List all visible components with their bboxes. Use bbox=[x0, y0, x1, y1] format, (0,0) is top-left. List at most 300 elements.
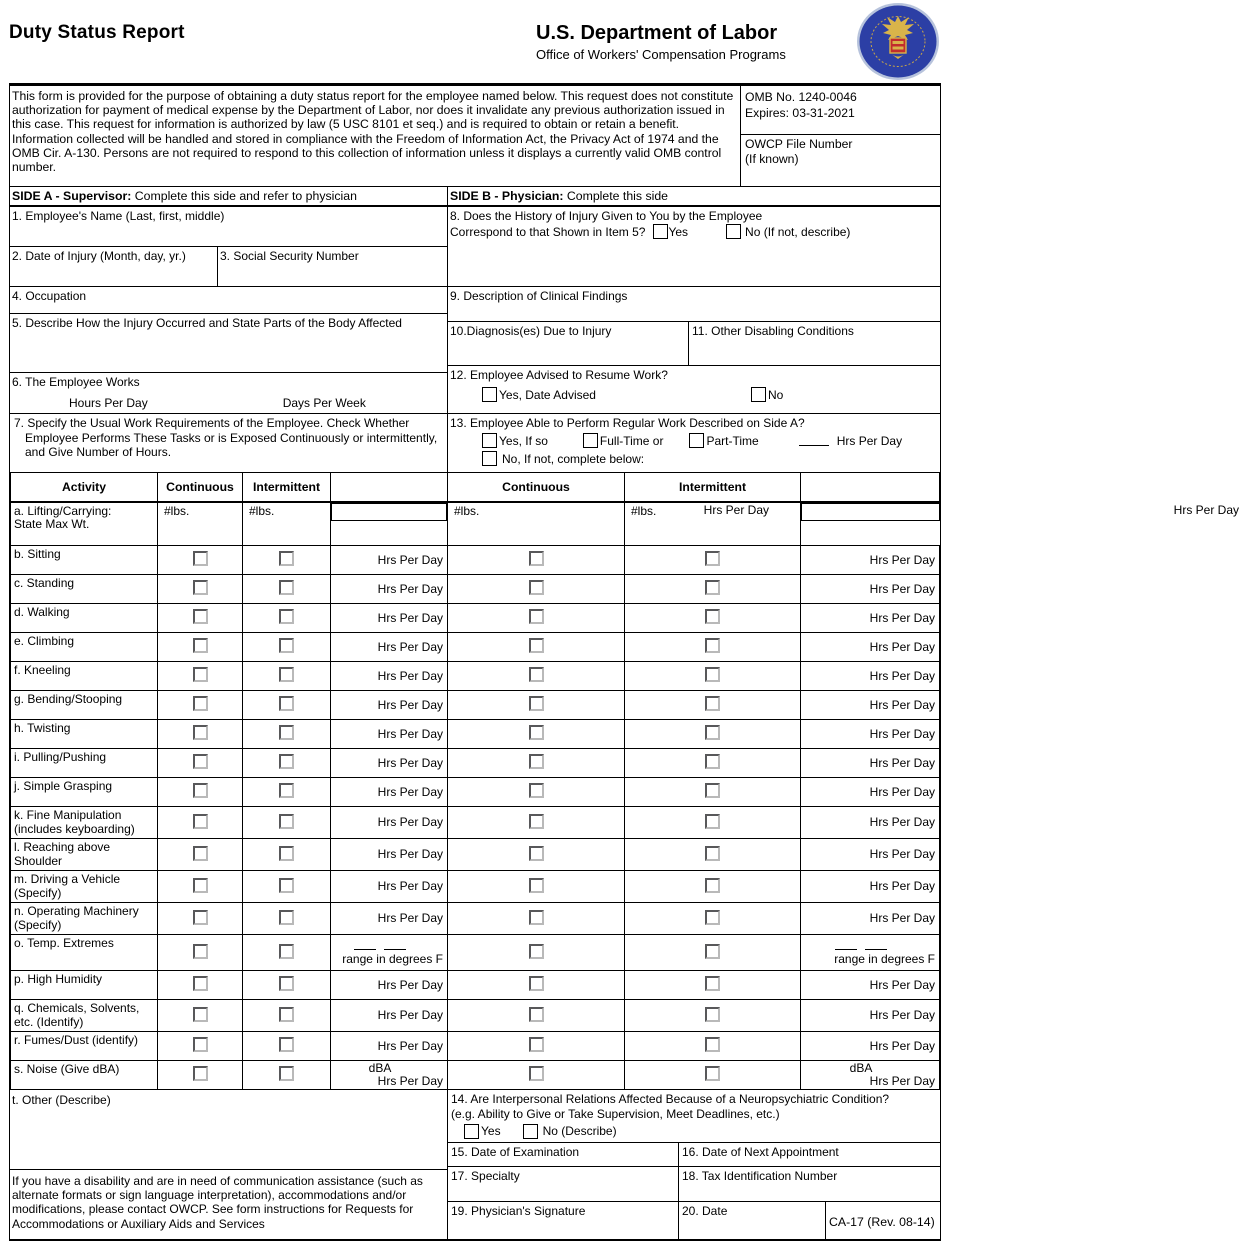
field-clinical-findings bbox=[448, 287, 940, 322]
label-days-per-week: Days Per Week bbox=[282, 396, 366, 410]
lbs-label: #lbs. bbox=[164, 503, 190, 518]
field-regular-work bbox=[448, 414, 940, 472]
hrs-cell-a bbox=[331, 575, 448, 604]
field-occupation bbox=[10, 287, 447, 314]
continuous-checkbox[interactable] bbox=[529, 667, 544, 682]
cell-continuous-a bbox=[158, 903, 243, 935]
range-label: range in degrees F bbox=[834, 951, 935, 966]
label-fulltime: Full-Time or bbox=[599, 433, 664, 448]
field-work-requirements bbox=[10, 414, 447, 472]
label-next-appointment: 16. Date of Next Appointment bbox=[682, 1145, 839, 1159]
continuous-checkbox[interactable] bbox=[529, 609, 544, 624]
cell-intermittent-a bbox=[243, 1061, 331, 1090]
activity-row bbox=[11, 871, 940, 903]
label-date-signed: 20. Date bbox=[682, 1204, 728, 1218]
owcp-file-hint: (If known) bbox=[745, 152, 799, 166]
row-19-20 bbox=[448, 1202, 940, 1239]
cell-intermittent-a bbox=[243, 778, 331, 807]
hrs-cell-a bbox=[331, 1000, 448, 1032]
cell-intermittent-b bbox=[625, 546, 801, 575]
hrs-label: Hrs Per Day bbox=[703, 502, 769, 517]
intermittent-checkbox[interactable] bbox=[279, 846, 294, 861]
cell-intermittent-b bbox=[625, 1061, 801, 1090]
activity-row bbox=[11, 633, 940, 662]
cell-intermittent-a bbox=[243, 971, 331, 1000]
range-blank[interactable] bbox=[865, 940, 887, 950]
intermittent-checkbox[interactable] bbox=[705, 976, 720, 991]
intermittent-checkbox[interactable] bbox=[705, 878, 720, 893]
activity-row bbox=[11, 604, 940, 633]
cell-continuous-a bbox=[158, 1032, 243, 1061]
intermittent-checkbox[interactable] bbox=[279, 878, 294, 893]
row-injury-ssn bbox=[10, 247, 447, 287]
intermittent-checkbox[interactable] bbox=[705, 551, 720, 566]
field-diagnosis bbox=[448, 322, 688, 366]
hrs-label: Hrs Per Day bbox=[869, 784, 935, 799]
cell-intermittent-b bbox=[625, 778, 801, 807]
intermittent-checkbox[interactable] bbox=[279, 754, 294, 769]
intermittent-checkbox[interactable] bbox=[705, 580, 720, 595]
intermittent-checkbox[interactable] bbox=[279, 609, 294, 624]
label-interpersonal-no: No (Describe) bbox=[542, 1124, 617, 1139]
hrs-label: Hrs Per Day bbox=[869, 581, 935, 596]
bottom-right bbox=[447, 1090, 940, 1239]
cell-intermittent-a bbox=[243, 839, 331, 871]
intermittent-checkbox[interactable] bbox=[705, 910, 720, 925]
label-history-line1: 8. Does the History of Injury Given to You by the Employee bbox=[450, 209, 763, 223]
intermittent-checkbox[interactable] bbox=[705, 1066, 720, 1081]
continuous-checkbox[interactable] bbox=[529, 846, 544, 861]
hrs-label: Hrs Per Day bbox=[377, 977, 443, 992]
interpersonal-yes-checkbox[interactable] bbox=[464, 1124, 479, 1139]
intermittent-checkbox[interactable] bbox=[279, 976, 294, 991]
cell-continuous-a bbox=[158, 749, 243, 778]
continuous-checkbox[interactable] bbox=[193, 944, 208, 959]
side-a-title: SIDE A - Supervisor: bbox=[12, 189, 132, 203]
label-form-number: CA-17 (Rev. 08-14) bbox=[829, 1214, 935, 1229]
label-other-conditions: 11. Other Disabling Conditions bbox=[692, 324, 854, 338]
col-intermittent-a: Intermittent bbox=[243, 473, 331, 502]
continuous-checkbox[interactable] bbox=[193, 1066, 208, 1081]
intermittent-checkbox[interactable] bbox=[705, 944, 720, 959]
continuous-checkbox[interactable] bbox=[529, 725, 544, 740]
cell-continuous-a bbox=[158, 575, 243, 604]
continuous-checkbox[interactable] bbox=[529, 976, 544, 991]
continuous-checkbox[interactable] bbox=[529, 551, 544, 566]
continuous-checkbox[interactable] bbox=[529, 783, 544, 798]
hrs-label: Hrs Per Day bbox=[869, 610, 935, 625]
label-physician-signature: 19. Physician's Signature bbox=[451, 1204, 586, 1218]
regular-work-no-row bbox=[482, 451, 938, 466]
intermittent-checkbox[interactable] bbox=[705, 725, 720, 740]
hrs-label: Hrs Per Day bbox=[869, 668, 935, 683]
hrs-cell-a bbox=[331, 1032, 448, 1061]
cell-continuous-b bbox=[448, 1032, 625, 1061]
privacy-block bbox=[10, 86, 940, 187]
continuous-checkbox[interactable] bbox=[529, 1037, 544, 1052]
omb-expires: Expires: 03-31-2021 bbox=[745, 106, 855, 120]
label-date-of-examination: 15. Date of Examination bbox=[451, 1145, 580, 1159]
intermittent-checkbox[interactable] bbox=[279, 944, 294, 959]
cell-continuous-a bbox=[158, 720, 243, 749]
cell-intermittent-a bbox=[243, 633, 331, 662]
cell-intermittent-a bbox=[243, 546, 331, 575]
cell-continuous-b bbox=[448, 1000, 625, 1032]
hrs-label: Hrs Per Day bbox=[869, 1074, 935, 1088]
activity-label: n. Operating Machinery (Specify) bbox=[11, 903, 158, 935]
intermittent-checkbox[interactable] bbox=[705, 667, 720, 682]
hrs-cell-b bbox=[801, 633, 940, 662]
activity-row bbox=[11, 662, 940, 691]
row-17-18 bbox=[448, 1167, 940, 1202]
hrs-label: Hrs Per Day bbox=[377, 1008, 443, 1022]
hrs-label: Hrs Per Day bbox=[377, 697, 443, 712]
intermittent-checkbox[interactable] bbox=[279, 551, 294, 566]
continuous-checkbox[interactable] bbox=[193, 976, 208, 991]
activity-row bbox=[11, 502, 940, 546]
cell-continuous-a bbox=[158, 1000, 243, 1032]
intermittent-checkbox[interactable] bbox=[279, 1066, 294, 1081]
activity-label: i. Pulling/Pushing bbox=[11, 749, 158, 778]
hrs-label: Hrs Per Day bbox=[377, 847, 443, 861]
continuous-checkbox[interactable] bbox=[193, 667, 208, 682]
field-interpersonal bbox=[448, 1090, 940, 1143]
activity-label: l. Reaching above Shoulder bbox=[11, 839, 158, 871]
hrs-label: Hrs Per Day bbox=[1173, 502, 1239, 517]
hrs-label: Hrs Per Day bbox=[869, 697, 935, 712]
activity-row bbox=[11, 935, 940, 971]
hrs-cell-a bbox=[331, 778, 448, 807]
intermittent-checkbox[interactable] bbox=[279, 580, 294, 595]
range-blank[interactable] bbox=[384, 940, 406, 950]
lbs-label: #lbs. bbox=[454, 503, 480, 518]
continuous-checkbox[interactable] bbox=[529, 1066, 544, 1081]
continuous-checkbox[interactable] bbox=[193, 783, 208, 798]
intermittent-checkbox[interactable] bbox=[705, 846, 720, 861]
side-b-title: SIDE B - Physician: bbox=[450, 189, 564, 203]
cell-continuous-a bbox=[158, 807, 243, 839]
field-next-appointment bbox=[678, 1143, 940, 1166]
intermittent-checkbox[interactable] bbox=[279, 667, 294, 682]
cell-continuous-a bbox=[158, 633, 243, 662]
intermittent-checkbox[interactable] bbox=[705, 696, 720, 711]
label-employee-name: 1. Employee's Name (Last, first, middle) bbox=[12, 209, 225, 223]
col-blank-a bbox=[331, 473, 448, 502]
resume-no-checkbox[interactable] bbox=[751, 387, 766, 402]
cell-continuous-b bbox=[448, 662, 625, 691]
label-regular-work: 13. Employee Able to Perform Regular Work Described on Side A? bbox=[450, 416, 805, 430]
activity-row bbox=[11, 575, 940, 604]
side-b-column bbox=[447, 187, 940, 472]
cell-continuous-b bbox=[448, 604, 625, 633]
range-blank[interactable] bbox=[354, 940, 376, 950]
hrs-cell-b bbox=[801, 871, 940, 903]
label-interpersonal-line1: 14. Are Interpersonal Relations Affected Because of a Neuropsychiatric Condition? bbox=[451, 1092, 890, 1106]
cell-continuous-b bbox=[448, 871, 625, 903]
activity-table bbox=[10, 472, 1239, 1090]
continuous-checkbox[interactable] bbox=[529, 638, 544, 653]
hrs-label: Hrs Per Day bbox=[869, 815, 935, 829]
lbs-label: #lbs. bbox=[631, 503, 657, 518]
hrs-cell-b bbox=[801, 807, 940, 839]
activity-row bbox=[11, 971, 940, 1000]
cell-intermittent-b bbox=[625, 691, 801, 720]
continuous-checkbox[interactable] bbox=[193, 725, 208, 740]
intermittent-checkbox[interactable] bbox=[279, 1007, 294, 1022]
intermittent-checkbox[interactable] bbox=[279, 725, 294, 740]
agency-block bbox=[536, 22, 786, 62]
hrs-cell-b bbox=[801, 502, 1239, 521]
hrs-cell-a bbox=[331, 720, 448, 749]
col-continuous-a: Continuous bbox=[158, 473, 243, 502]
hrs-cell-a bbox=[331, 691, 448, 720]
employee-works-sublabels bbox=[12, 396, 445, 410]
form-title: Duty Status Report bbox=[9, 22, 185, 43]
label-other-describe: t. Other (Describe) bbox=[12, 1093, 111, 1107]
hrs-cell-b bbox=[801, 691, 940, 720]
activity-row bbox=[11, 749, 940, 778]
hrs-cell-a bbox=[331, 903, 448, 935]
omb-number-cell bbox=[741, 86, 940, 135]
resume-yes-checkbox[interactable] bbox=[482, 387, 497, 402]
regular-work-options bbox=[482, 433, 938, 448]
history-no-checkbox[interactable] bbox=[726, 224, 741, 239]
cell-continuous-b bbox=[448, 575, 625, 604]
continuous-checkbox[interactable] bbox=[193, 754, 208, 769]
intermittent-checkbox[interactable] bbox=[279, 783, 294, 798]
hrs-cell-a bbox=[331, 1061, 448, 1090]
cell-intermittent-b bbox=[625, 662, 801, 691]
cell-intermittent-a bbox=[243, 720, 331, 749]
interpersonal-no-checkbox[interactable] bbox=[523, 1124, 538, 1139]
sides-upper bbox=[10, 187, 940, 472]
field-other-describe bbox=[10, 1090, 447, 1170]
intermittent-checkbox[interactable] bbox=[705, 783, 720, 798]
owcp-file-cell bbox=[741, 135, 940, 186]
owcp-file-label: OWCP File Number bbox=[745, 137, 853, 151]
side-b-header bbox=[448, 187, 940, 207]
intermittent-checkbox[interactable] bbox=[279, 910, 294, 925]
hrs-cell-b bbox=[801, 1000, 940, 1032]
intermittent-checkbox[interactable] bbox=[705, 609, 720, 624]
continuous-checkbox[interactable] bbox=[193, 1037, 208, 1052]
regular-yes-checkbox[interactable] bbox=[482, 433, 497, 448]
intermittent-checkbox[interactable] bbox=[705, 814, 720, 829]
intermittent-checkbox[interactable] bbox=[279, 638, 294, 653]
cell-intermittent-a bbox=[243, 749, 331, 778]
hrs-cell-b bbox=[801, 778, 940, 807]
hrs-cell-a bbox=[331, 662, 448, 691]
label-injury-description: 5. Describe How the Injury Occurred and State Parts of the Body Affected bbox=[12, 316, 402, 330]
row-diagnosis bbox=[448, 322, 940, 366]
hrs-cell-a bbox=[331, 633, 448, 662]
continuous-checkbox[interactable] bbox=[193, 910, 208, 925]
label-parttime: Part-Time bbox=[706, 433, 759, 448]
activity-label: c. Standing bbox=[11, 575, 158, 604]
intermittent-checkbox[interactable] bbox=[279, 696, 294, 711]
range-blank[interactable] bbox=[835, 940, 857, 950]
hrs-label: Hrs Per Day bbox=[869, 755, 935, 770]
col-activity: Activity bbox=[11, 473, 158, 502]
continuous-checkbox[interactable] bbox=[529, 814, 544, 829]
label-history-line2: Correspond to that Shown in Item 5? bbox=[450, 224, 646, 239]
label-interpersonal-yes: Yes bbox=[481, 1124, 501, 1139]
form-body bbox=[9, 83, 1239, 1241]
label-interpersonal-line2: (e.g. Ability to Give or Take Supervision, Meet Deadlines, etc.) bbox=[451, 1106, 780, 1121]
intermittent-checkbox[interactable] bbox=[705, 754, 720, 769]
label-specialty: 17. Specialty bbox=[451, 1169, 520, 1183]
intermittent-checkbox[interactable] bbox=[705, 1007, 720, 1022]
hrs-label: Hrs Per Day bbox=[869, 911, 935, 925]
continuous-checkbox[interactable] bbox=[193, 638, 208, 653]
cell-continuous-b bbox=[448, 778, 625, 807]
activity-label: q. Chemicals, Solvents, etc. (Identify) bbox=[11, 1000, 158, 1032]
col-blank-b bbox=[801, 473, 940, 502]
hrs-cell-b bbox=[801, 662, 940, 691]
cell-continuous-b bbox=[448, 807, 625, 839]
hrs-label: Hrs Per Day bbox=[869, 1008, 935, 1022]
hrs-cell-a bbox=[331, 807, 448, 839]
cell-intermittent-b bbox=[625, 633, 801, 662]
history-yes-checkbox[interactable] bbox=[653, 224, 668, 239]
field-physician-signature bbox=[448, 1202, 678, 1239]
hrs-label: Hrs Per Day bbox=[869, 639, 935, 654]
label-regular-no: No, If not, complete below: bbox=[502, 451, 645, 466]
office-name: Office of Workers' Compensation Programs bbox=[536, 47, 786, 62]
continuous-checkbox[interactable] bbox=[193, 609, 208, 624]
activity-label: a. Lifting/Carrying: State Max Wt. bbox=[11, 502, 158, 546]
cell-continuous-b bbox=[448, 1061, 625, 1090]
intermittent-checkbox[interactable] bbox=[279, 814, 294, 829]
cell-intermittent-b bbox=[625, 971, 801, 1000]
label-clinical-findings: 9. Description of Clinical Findings bbox=[450, 289, 628, 303]
field-other-conditions bbox=[688, 322, 940, 366]
continuous-checkbox[interactable] bbox=[193, 846, 208, 861]
continuous-checkbox[interactable] bbox=[529, 878, 544, 893]
side-a-header bbox=[10, 187, 447, 207]
hrs-label: Hrs Per Day bbox=[377, 726, 443, 741]
cell-continuous-a bbox=[158, 1061, 243, 1090]
hrs-cell-b bbox=[801, 720, 940, 749]
hrs-cell-b bbox=[801, 935, 940, 971]
cell-intermittent-a bbox=[243, 662, 331, 691]
cell-continuous-a bbox=[158, 778, 243, 807]
hrs-label: Hrs Per Day bbox=[869, 847, 935, 861]
fulltime-checkbox[interactable] bbox=[583, 433, 598, 448]
interpersonal-options bbox=[464, 1124, 938, 1139]
activity-row bbox=[11, 807, 940, 839]
disability-footnote: If you have a disability and are in need of communication assistance (such as alternate formats or sign language interpretation), accommodations and/or modifications, please contact OWCP. See form instructions for Requests for Accommodations or Auxiliary Aids and Services bbox=[12, 1174, 423, 1231]
label-employee-works: 6. The Employee Works bbox=[12, 375, 140, 389]
cell-intermittent-a bbox=[243, 604, 331, 633]
hrs-cell-b bbox=[801, 1061, 940, 1090]
cell-intermittent-a bbox=[243, 903, 331, 935]
activity-label: o. Temp. Extremes bbox=[11, 935, 158, 971]
field-resume-work bbox=[448, 366, 940, 414]
continuous-checkbox[interactable] bbox=[193, 878, 208, 893]
activity-row bbox=[11, 1032, 940, 1061]
parttime-checkbox[interactable] bbox=[689, 433, 704, 448]
cell-intermittent-a bbox=[243, 935, 331, 971]
continuous-checkbox[interactable] bbox=[193, 580, 208, 595]
label-resume-yes: Yes, Date Advised bbox=[499, 387, 596, 402]
continuous-checkbox[interactable] bbox=[193, 1007, 208, 1022]
cell-continuous-a bbox=[158, 691, 243, 720]
field-history-of-injury bbox=[448, 207, 940, 287]
cell-intermittent-a bbox=[243, 871, 331, 903]
cell-continuous-a bbox=[158, 839, 243, 871]
cell-continuous-b bbox=[448, 749, 625, 778]
field-date-of-examination bbox=[448, 1143, 678, 1166]
activity-row bbox=[11, 1000, 940, 1032]
activity-label: b. Sitting bbox=[11, 546, 158, 575]
cell-intermittent-b bbox=[625, 1000, 801, 1032]
side-b-subtitle: Complete this side bbox=[563, 189, 669, 203]
intermittent-checkbox[interactable] bbox=[705, 1037, 720, 1052]
continuous-checkbox[interactable] bbox=[529, 580, 544, 595]
field-tax-id bbox=[678, 1167, 940, 1201]
hrs-cell-b bbox=[801, 575, 940, 604]
form-number bbox=[825, 1202, 940, 1239]
cell-continuous-a bbox=[158, 502, 243, 546]
side-a-subtitle: Complete this side and refer to physician bbox=[131, 189, 357, 203]
activity-row bbox=[11, 839, 940, 871]
dol-seal-icon bbox=[856, 2, 940, 81]
cell-intermittent-b bbox=[625, 935, 801, 971]
range-label: range in degrees F bbox=[342, 951, 443, 966]
cell-intermittent-a bbox=[243, 691, 331, 720]
col-continuous-b: Continuous bbox=[448, 473, 625, 502]
dba-label: dBA bbox=[849, 1061, 873, 1075]
field-date-of-injury bbox=[10, 247, 217, 287]
label-regular-yes: Yes, If so bbox=[499, 433, 548, 448]
continuous-checkbox[interactable] bbox=[529, 696, 544, 711]
hrs-cell-b bbox=[801, 971, 940, 1000]
cell-continuous-b bbox=[448, 971, 625, 1000]
hrs-cell-a bbox=[331, 546, 448, 575]
continuous-checkbox[interactable] bbox=[529, 910, 544, 925]
activity-label: g. Bending/Stooping bbox=[11, 691, 158, 720]
dba-label: dBA bbox=[368, 1061, 392, 1075]
continuous-checkbox[interactable] bbox=[193, 814, 208, 829]
label-history-yes: Yes bbox=[668, 224, 689, 239]
cell-intermittent-a bbox=[243, 502, 331, 546]
hrs-cell-a bbox=[331, 604, 448, 633]
activity-table-body bbox=[11, 473, 1239, 1090]
intermittent-checkbox[interactable] bbox=[279, 1037, 294, 1052]
hrs-label: Hrs Per Day bbox=[377, 784, 443, 799]
intermittent-checkbox[interactable] bbox=[705, 638, 720, 653]
continuous-checkbox[interactable] bbox=[193, 696, 208, 711]
hrs-label: Hrs Per Day bbox=[377, 668, 443, 683]
bottom-section bbox=[10, 1090, 940, 1239]
activity-row bbox=[11, 903, 940, 935]
continuous-checkbox[interactable] bbox=[529, 944, 544, 959]
continuous-checkbox[interactable] bbox=[193, 551, 208, 566]
label-history-no: No (If not, describe) bbox=[745, 224, 851, 239]
continuous-checkbox[interactable] bbox=[529, 754, 544, 769]
regular-no-checkbox[interactable] bbox=[482, 451, 497, 466]
col-intermittent-b: Intermittent bbox=[625, 473, 801, 502]
label-date-of-injury: 2. Date of Injury (Month, day, yr.) bbox=[12, 249, 186, 263]
activity-label: k. Fine Manipulation (includes keyboarding) bbox=[11, 807, 158, 839]
hrs-label: Hrs Per Day bbox=[869, 1038, 935, 1053]
hrs-label: Hrs Per Day bbox=[377, 879, 443, 893]
hrs-label: Hrs Per Day bbox=[377, 911, 443, 925]
continuous-checkbox[interactable] bbox=[529, 1007, 544, 1022]
hrs-per-day-blank[interactable] bbox=[799, 435, 829, 446]
label-occupation: 4. Occupation bbox=[12, 289, 87, 303]
